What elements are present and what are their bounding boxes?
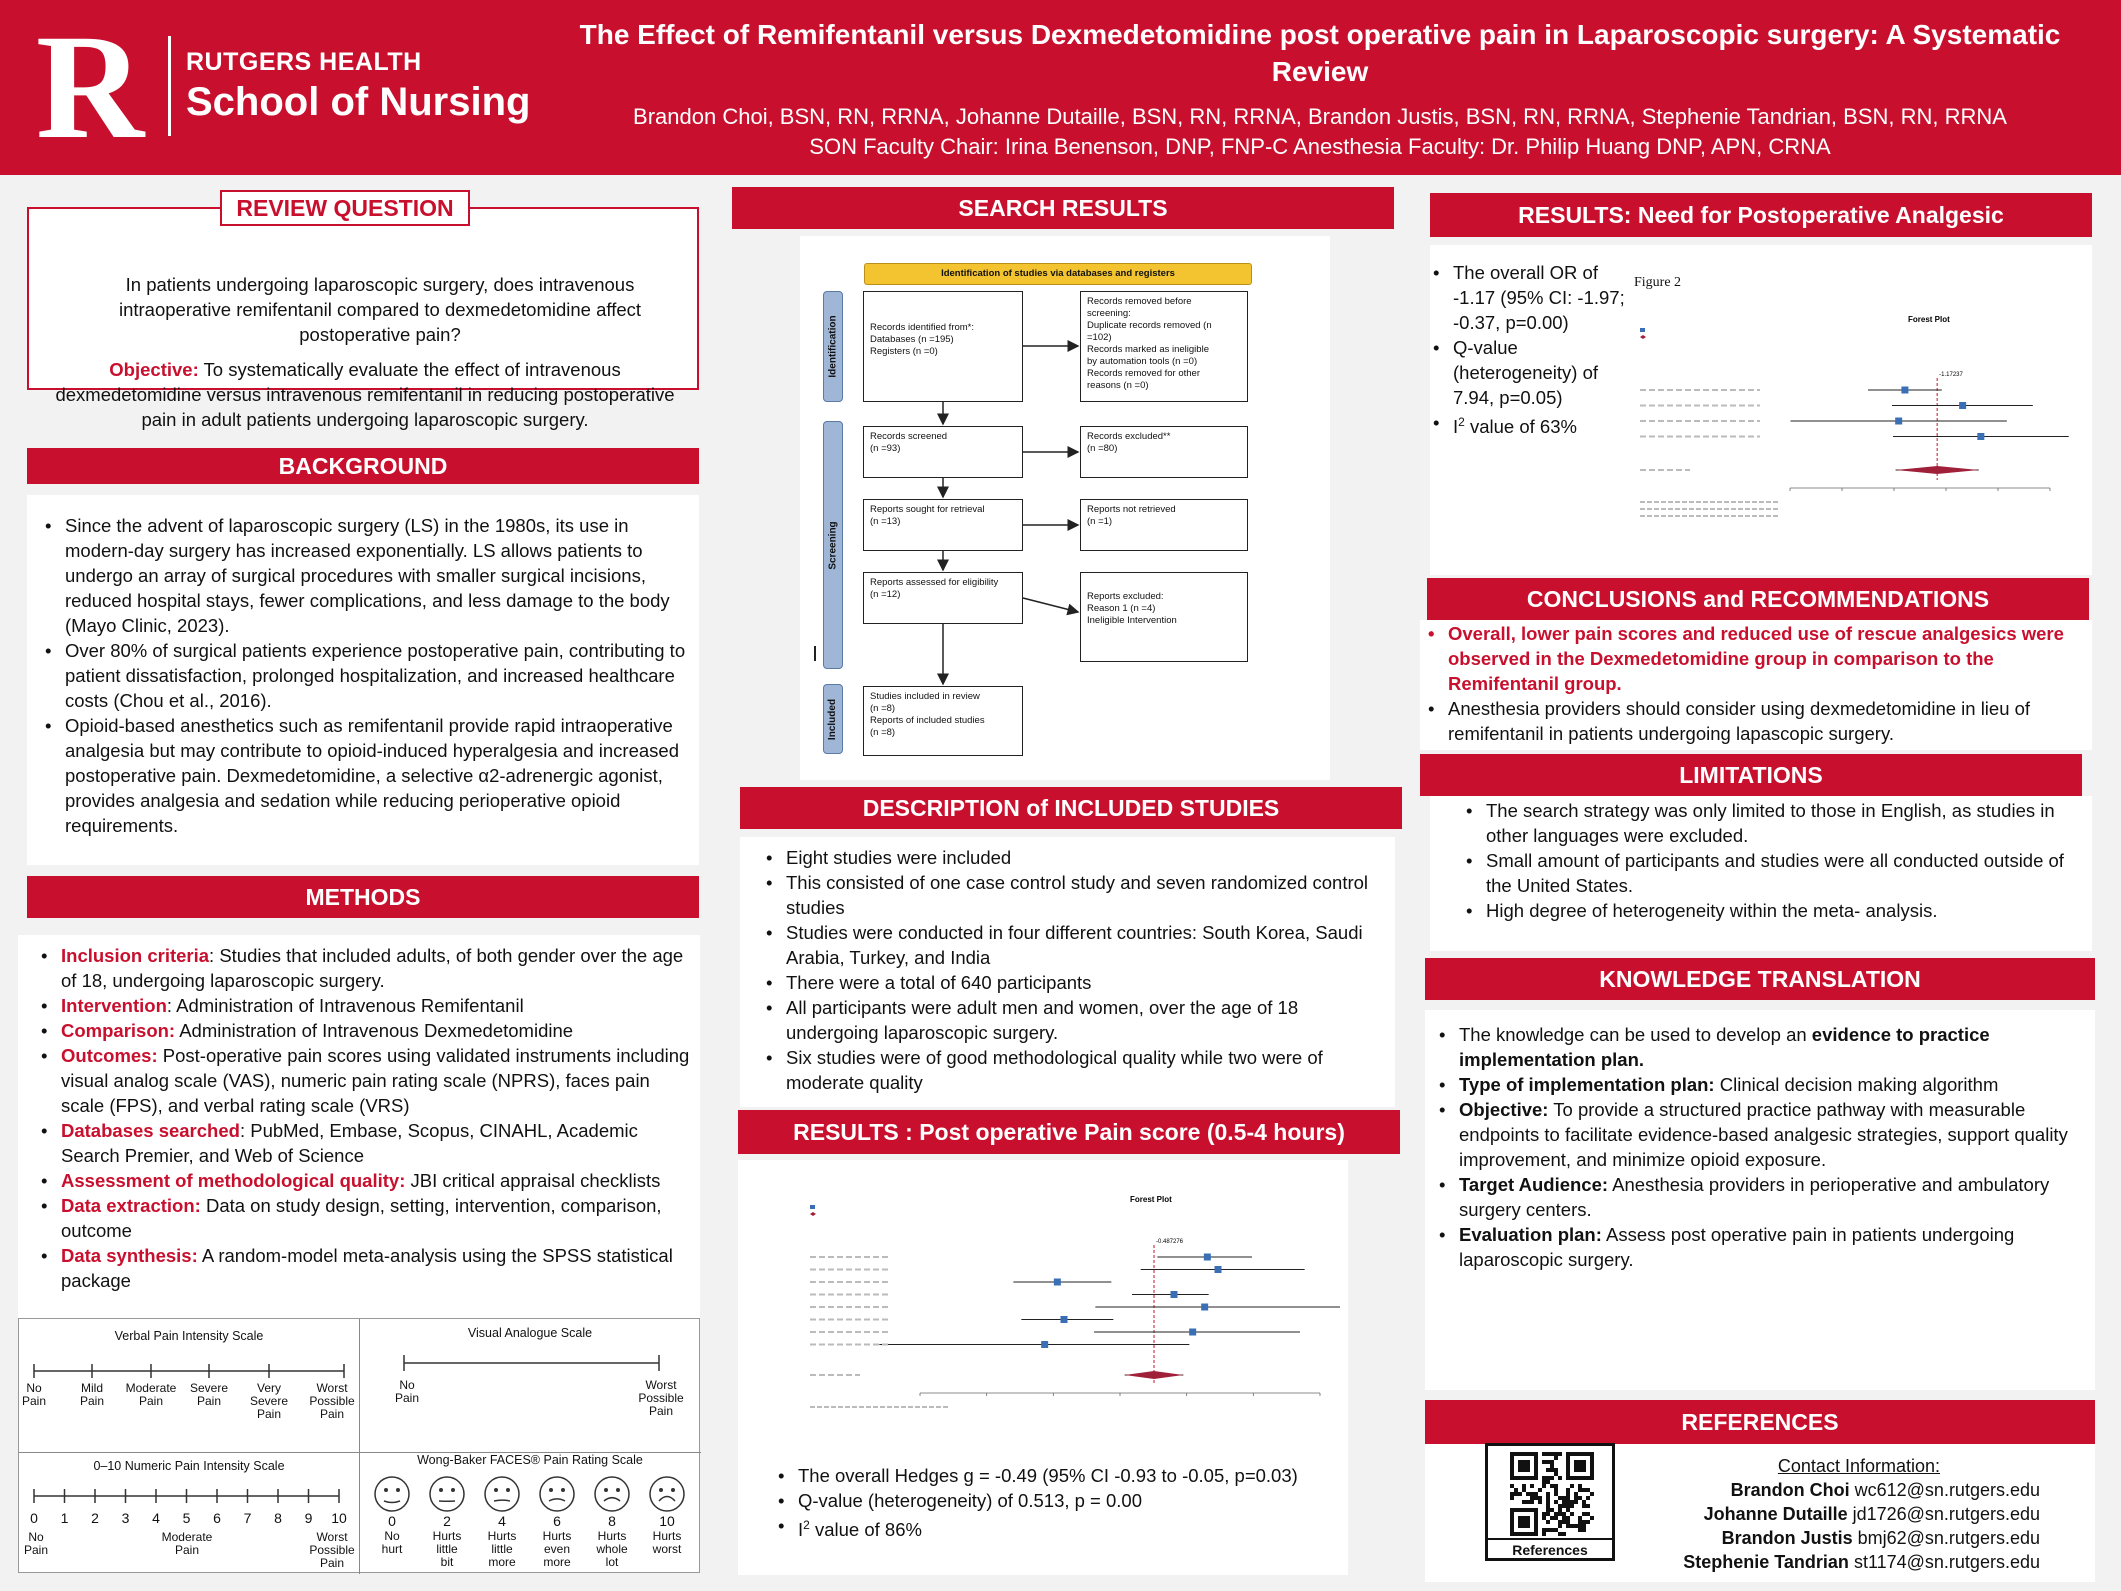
qr-module	[1566, 1488, 1570, 1492]
faces-scale-title: Wong-Baker FACES® Pain Rating Scale	[417, 1453, 643, 1467]
qr-module	[1582, 1488, 1586, 1492]
knowledge-list	[1431, 1022, 2081, 1272]
list-item: • Small amount of participants and studies were all conducted outside of the United States.	[1458, 848, 2082, 898]
study-effect-point	[1215, 1266, 1222, 1273]
numeric-left-label: No Pain	[23, 1530, 49, 1557]
list-item: • The overall OR of -1.17 (95% CI: -1.97; -0.37, p=0.00)	[1425, 260, 1630, 335]
list-item: • Anesthesia providers should consider using dexmedetomidine in lieu of remifentanil in patients undergoing lapascopic surgery.	[1420, 696, 2086, 746]
qr-module	[1558, 1508, 1562, 1512]
overall-diamond	[1896, 466, 1979, 474]
face-number: 6	[553, 1513, 561, 1529]
list-item: • The overall Hedges g = -0.49 (95% CI -0.93 to -0.05, p=0.03)	[770, 1463, 1330, 1488]
list-item: • Inclusion criteria: Studies that included adults, of both gender over the age of 18, undergoing laparoscopic surgery.	[33, 943, 690, 993]
qr-module	[1554, 1468, 1558, 1472]
qr-module	[1530, 1492, 1534, 1496]
qr-module	[1570, 1500, 1574, 1504]
qr-module	[1546, 1500, 1550, 1504]
identification-label: Identification	[823, 291, 843, 402]
qr-module	[1554, 1456, 1558, 1460]
numeric-number: 1	[60, 1510, 69, 1526]
logo-line-2: School of Nursing	[186, 80, 531, 124]
qr-module	[1570, 1524, 1574, 1528]
study-effect-point	[1061, 1316, 1068, 1323]
qr-module	[1542, 1476, 1546, 1480]
knowledge-panel	[1425, 1010, 2095, 1390]
contact-heading: Contact Information:	[1777, 1456, 1940, 1476]
qr-module	[1578, 1484, 1582, 1488]
qr-module	[1510, 1484, 1514, 1488]
references-qr-code[interactable]	[1485, 1443, 1615, 1561]
description-panel	[740, 837, 1395, 1107]
records-identified-box: Records identified from*: Databases (n =195) Registers (n =0)	[863, 291, 1023, 402]
list-item: • $I^2$ value of 63%	[1425, 410, 1630, 439]
face-label: Hurts whole lot	[596, 1529, 628, 1569]
overall-estimate-label: -0.487276	[1156, 1239, 1184, 1245]
study-effect-point	[1171, 1291, 1178, 1298]
knowledge-heading: KNOWLEDGE TRANSLATION	[1425, 958, 2095, 1000]
pain-results-heading: RESULTS : Post operative Pain score (0.5-4 hours)	[738, 1110, 1400, 1154]
face-number: 10	[659, 1513, 675, 1529]
qr-module	[1546, 1492, 1550, 1496]
study-effect-point	[1895, 418, 1902, 425]
need-results-list-wrap	[1425, 260, 1630, 439]
list-item: • Overall, lower pain scores and reduced use of rescue analgesics were observed in the Dexmedetomidine group in comparison to the Remifentanil group.	[1420, 621, 2086, 696]
qr-module	[1546, 1504, 1550, 1508]
qr-module	[1546, 1512, 1550, 1516]
search-results-heading: SEARCH RESULTS	[732, 187, 1394, 229]
qr-module	[1546, 1452, 1550, 1456]
question-text: In patients undergoing laparoscopic surgery, does intravenous intraoperative remifentanil compared to dexmedetomidine affect postoperative pain?	[118, 274, 642, 345]
numeric-right-label: Worst Possible Pain	[309, 1530, 355, 1570]
list-item: • High degree of heterogeneity within the meta- analysis.	[1458, 898, 2082, 923]
face-icon	[372, 1474, 412, 1514]
qr-module	[1558, 1524, 1562, 1528]
description-heading: DESCRIPTION of INCLUDED STUDIES	[740, 787, 1402, 829]
reports-not-retrieved-box: Reports not retrieved (n =1)	[1080, 499, 1248, 551]
contact-line: Stephenie Tandrian st1174@sn.rutgers.edu	[1683, 1552, 2040, 1572]
forest-title: Forest Plot	[1908, 315, 1950, 324]
qr-module	[1566, 1500, 1570, 1504]
numeric-number: 3	[121, 1510, 130, 1526]
legend-diamond	[810, 1212, 816, 1216]
qr-module	[1586, 1512, 1590, 1516]
poster-header	[0, 0, 2121, 175]
qr-module	[1590, 1516, 1594, 1520]
numeric-mid-label: Moderate Pain	[161, 1530, 213, 1557]
methods-list	[33, 943, 690, 1293]
background-heading: BACKGROUND	[27, 448, 699, 484]
studies-included-box: Studies included in review (n =8) Reports of included studies (n =8)	[863, 686, 1023, 756]
limitations-heading: LIMITATIONS	[1420, 754, 2082, 796]
qr-module	[1530, 1496, 1534, 1500]
qr-module	[1542, 1516, 1546, 1520]
limitations-panel	[1430, 796, 2092, 951]
qr-module	[1542, 1512, 1546, 1516]
list-item: • Studies were conducted in four different countries: South Korea, Saudi Arabia, Turkey, and India	[758, 920, 1385, 970]
qr-finder-core	[1518, 1460, 1530, 1472]
faculty-line: SON Faculty Chair: Irina Benenson, DNP, FNP-C Anesthesia Faculty: Dr. Philip Huang DNP, APN, CRNA	[809, 134, 1831, 159]
study-effect-point	[1041, 1341, 1048, 1348]
need-results-heading: RESULTS: Need for Postoperative Analgesic	[1430, 193, 2092, 237]
qr-finder-core	[1518, 1516, 1530, 1528]
list-item: • Evaluation plan: Assess post operative pain in patients undergoing laparoscopic surgery.	[1431, 1222, 2081, 1272]
list-item: • Eight studies were included	[758, 845, 1385, 870]
records-removed-box: Records removed before screening: Duplicate records removed (n =102) Records marked as ineligible by automation tools (n =0) Records removed for other reasons (n =0)	[1080, 291, 1248, 402]
numeric-number: 2	[91, 1510, 99, 1526]
qr-module	[1534, 1492, 1538, 1496]
qr-module	[1526, 1500, 1530, 1504]
qr-module	[1578, 1516, 1582, 1520]
qr-module	[1530, 1500, 1534, 1504]
list-item: • Assessment of methodological quality: JBI critical appraisal checklists	[33, 1168, 690, 1193]
objective-body: To systematically evaluate the effect of intravenous dexmedetomidine versus intravenous remifentanil in reducing postoperative pain in adult patients undergoing laparoscopic surgery.	[55, 359, 675, 430]
qr-module	[1554, 1512, 1558, 1516]
qr-module	[1542, 1484, 1546, 1488]
qr-finder-core	[1574, 1460, 1586, 1472]
pain-forest-plot	[800, 1190, 1340, 1410]
list-item: • Q-value (heterogeneity) of 7.94, p=0.05)	[1425, 335, 1630, 410]
qr-module	[1558, 1504, 1562, 1508]
qr-module	[1546, 1508, 1550, 1512]
study-effect-point	[1201, 1304, 1208, 1311]
qr-module	[1522, 1500, 1526, 1504]
list-item: • Over 80% of surgical patients experience postoperative pain, contributing to patient dissatisfaction, prolonged hospitalization, and increased healthcare costs (Chou et al., 2016).	[37, 638, 689, 713]
qr-module	[1554, 1472, 1558, 1476]
qr-module	[1550, 1460, 1554, 1464]
numeric-number: 6	[213, 1510, 221, 1526]
contact-info	[1640, 1454, 2040, 1574]
numeric-number: 10	[331, 1510, 347, 1526]
qr-module	[1534, 1496, 1538, 1500]
verbal-label: Very Severe Pain	[249, 1381, 289, 1421]
poster-authors	[560, 102, 2080, 162]
verbal-label: Moderate Pain	[125, 1381, 177, 1408]
qr-module	[1570, 1504, 1574, 1508]
qr-module	[1570, 1512, 1574, 1516]
contact-line: Brandon Justis bmj62@sn.rutgers.edu	[1721, 1528, 2040, 1548]
conclusions-heading: CONCLUSIONS and RECOMMENDATIONS	[1427, 578, 2089, 620]
figure-2-label: Figure 2	[1634, 275, 1682, 290]
qr-module	[1550, 1476, 1554, 1480]
qr-module	[1558, 1496, 1562, 1500]
qr-module	[1554, 1492, 1558, 1496]
methods-heading: METHODS	[27, 876, 699, 918]
qr-module	[1514, 1492, 1518, 1496]
qr-module	[1582, 1512, 1586, 1516]
visual-scale-title: Visual Analogue Scale	[467, 1326, 593, 1340]
qr-module	[1578, 1528, 1582, 1532]
qr-module	[1562, 1500, 1566, 1504]
qr-module	[1562, 1512, 1566, 1516]
qr-module	[1542, 1480, 1546, 1484]
poster-title: The Effect of Remifentanil versus Dexmedetomidine post operative pain in Laparoscopic surgery: A Systematic Review	[579, 19, 2061, 87]
list-item: • Q-value (heterogeneity) of 0.513, p = 0.00	[770, 1488, 1330, 1513]
qr-module	[1546, 1528, 1550, 1532]
numeric-number: 7	[243, 1510, 252, 1526]
references-heading: REFERENCES	[1425, 1400, 2095, 1444]
study-effect-point	[1959, 402, 1966, 409]
pain-results-list-wrap	[770, 1463, 1330, 1542]
verbal-label: Severe Pain	[189, 1381, 229, 1408]
study-effect-point	[1054, 1279, 1061, 1286]
prisma-title: Identification of studies via databases and registers	[864, 263, 1252, 285]
legend-square	[810, 1205, 815, 1209]
qr-module	[1578, 1496, 1582, 1500]
overall-estimate-label: -1.17237	[1939, 372, 1963, 378]
qr-module	[1566, 1520, 1570, 1524]
reports-assessed-box: Reports assessed for eligibility (n =12)	[863, 572, 1023, 624]
qr-module	[1554, 1452, 1558, 1456]
qr-module	[1538, 1500, 1542, 1504]
qr-module	[1550, 1468, 1554, 1472]
face-label: Hurts worst	[652, 1529, 682, 1556]
list-item: • The knowledge can be used to develop an evidence to practice implementation plan.	[1431, 1022, 2081, 1072]
qr-module	[1566, 1496, 1570, 1500]
qr-module	[1582, 1524, 1586, 1528]
qr-module	[1546, 1496, 1550, 1500]
visual-left-label: No Pain	[394, 1378, 420, 1405]
list-item: • Data synthesis: A random-model meta-analysis using the SPSS statistical package	[33, 1243, 690, 1293]
limitations-list	[1458, 798, 2082, 923]
face-label: Hurts little bit	[432, 1529, 462, 1569]
methods-panel	[18, 935, 700, 1318]
qr-module	[1566, 1516, 1570, 1520]
pain-scales-figure	[18, 1318, 700, 1573]
qr-module	[1546, 1460, 1550, 1464]
verbal-label: No Pain	[21, 1381, 47, 1408]
qr-module	[1566, 1524, 1570, 1528]
qr-module	[1554, 1528, 1558, 1532]
numeric-number: 9	[304, 1510, 313, 1526]
face-icon	[537, 1474, 577, 1514]
rutgers-r-logo: R	[35, 4, 145, 170]
qr-module	[1562, 1504, 1566, 1508]
logo-line-1: RUTGERS HEALTH	[186, 48, 422, 76]
qr-module	[1586, 1496, 1590, 1500]
analgesic-forest-plot	[1630, 310, 2070, 540]
prisma-flow-diagram	[800, 236, 1330, 780]
qr-module	[1542, 1460, 1546, 1464]
qr-module	[1582, 1504, 1586, 1508]
face-number: 2	[443, 1513, 451, 1529]
qr-module	[1546, 1468, 1550, 1472]
qr-module	[1586, 1520, 1590, 1524]
qr-module	[1558, 1476, 1562, 1480]
visual-scale-line	[359, 1349, 701, 1379]
face-icon	[592, 1474, 632, 1514]
qr-module	[1578, 1488, 1582, 1492]
numeric-scale-title: 0–10 Numeric Pain Intensity Scale	[93, 1459, 285, 1473]
qr-module	[1542, 1532, 1546, 1536]
conclusions-panel	[1420, 620, 2092, 750]
qr-module	[1586, 1488, 1590, 1492]
list-item: • Opioid-based anesthetics such as remifentanil provide rapid intraoperative analgesia but may contribute to opioid-induced hyperalgesia and increased postoperative pain. Dexmedetomidine, a selective α2-adrenergic agonist, provides analgesia and sedation while reducing perioperative opioid requirements.	[37, 713, 689, 838]
qr-module	[1558, 1452, 1562, 1456]
qr-module	[1550, 1452, 1554, 1456]
background-panel	[27, 495, 699, 865]
qr-module	[1578, 1520, 1582, 1524]
verbal-label: Worst Possible Pain	[309, 1381, 355, 1421]
overall-diamond	[1125, 1371, 1184, 1379]
qr-module	[1554, 1516, 1558, 1520]
pain-results-list	[770, 1463, 1330, 1542]
qr-module	[1546, 1520, 1550, 1524]
qr-module	[1510, 1496, 1514, 1500]
records-screened-box: Records screened (n =93)	[863, 426, 1023, 478]
qr-module	[1558, 1532, 1562, 1536]
qr-module	[1570, 1484, 1574, 1488]
qr-module	[1546, 1480, 1550, 1484]
background-list	[37, 513, 689, 838]
face-label: No hurt	[381, 1529, 403, 1556]
reports-excluded-box: Reports excluded: Reason 1 (n =4) Ineligible Intervention	[1080, 572, 1248, 662]
qr-module	[1566, 1492, 1570, 1496]
qr-module	[1550, 1484, 1554, 1488]
review-question-text	[55, 272, 675, 432]
qr-module	[1562, 1520, 1566, 1524]
qr-module	[1574, 1524, 1578, 1528]
legend-diamond	[1640, 335, 1646, 339]
face-number: 0	[388, 1513, 396, 1529]
screening-label: Screening	[823, 421, 843, 669]
included-label: Included	[823, 684, 843, 754]
qr-module	[1550, 1528, 1554, 1532]
numeric-number: 4	[152, 1510, 160, 1526]
qr-module	[1574, 1496, 1578, 1500]
qr-module	[1538, 1488, 1542, 1492]
qr-module	[1518, 1492, 1522, 1496]
qr-module	[1582, 1500, 1586, 1504]
face-icon	[647, 1474, 687, 1514]
qr-module	[1542, 1452, 1546, 1456]
qr-module	[1538, 1496, 1542, 1500]
face-icon	[482, 1474, 522, 1514]
forest-title: Forest Plot	[1130, 1195, 1172, 1204]
records-excluded-box: Records excluded** (n =80)	[1080, 426, 1248, 478]
qr-module	[1582, 1528, 1586, 1532]
list-item: • Since the advent of laparoscopic surgery (LS) in the 1980s, its use in modern-day surgery has increased exponentially. LS allows patients to undergo an array of surgical procedures with smaller surgical incisions, reduced hospital stays, fewer complications, and less damage to the body (Mayo Clinic, 2023).	[37, 513, 689, 638]
list-item: • Databases searched: PubMed, Embase, Scopus, CINAHL, Academic Search Premier, and Web of Science	[33, 1118, 690, 1168]
qr-module	[1554, 1488, 1558, 1492]
qr-module	[1514, 1488, 1518, 1492]
list-item: • Six studies were of good methodological quality while two were of moderate quality	[758, 1045, 1385, 1095]
objective-label: Objective:	[109, 359, 199, 380]
qr-module	[1574, 1492, 1578, 1496]
list-item: • Target Audience: Anesthesia providers in perioperative and ambulatory surgery centers.	[1431, 1172, 2081, 1222]
list-item: • There were a total of 640 participants	[758, 970, 1385, 995]
qr-module	[1554, 1484, 1558, 1488]
qr-module	[1542, 1528, 1546, 1532]
study-effect-point	[1977, 433, 1984, 440]
list-item: • Objective: To provide a structured practice pathway with measurable endpoints to facilitate evidence-based analgesic strategies, support quality improvement, and minimize opioid exposure.	[1431, 1097, 2081, 1172]
qr-module	[1510, 1492, 1514, 1496]
face-icon	[427, 1474, 467, 1514]
qr-module	[1550, 1508, 1554, 1512]
list-item: • Comparison: Administration of Intravenous Dexmedetomidine	[33, 1018, 690, 1043]
review-question-heading: REVIEW QUESTION	[220, 190, 470, 226]
authors-line: Brandon Choi, BSN, RN, RRNA, Johanne Dutaille, BSN, RN, RRNA, Brandon Justis, BSN, RN, RRNA, Stephenie Tandrian, BSN, RN, RRNA	[633, 104, 2007, 129]
list-item: • Outcomes: Post-operative pain scores using validated instruments including visual analog scale (VAS), numeric pain rating scale (NPRS), faces pain scale (FPS), and verbal rating scale (VRS)	[33, 1043, 690, 1118]
qr-module	[1574, 1500, 1578, 1504]
list-item: • $I^2$ value of 86%	[770, 1513, 1330, 1542]
qr-module	[1526, 1492, 1530, 1496]
objective-text	[55, 357, 675, 432]
face-number: 8	[608, 1513, 616, 1529]
face-label: Hurts even more	[542, 1529, 572, 1569]
qr-module	[1566, 1504, 1570, 1508]
qr-module	[1530, 1484, 1534, 1488]
face-label: Hurts little more	[487, 1529, 517, 1569]
verbal-label: Mild Pain	[79, 1381, 105, 1408]
contact-line: Johanne Dutaille jd1726@sn.rutgers.edu	[1703, 1504, 2040, 1524]
qr-code-icon	[1510, 1452, 1594, 1536]
qr-module	[1522, 1484, 1526, 1488]
study-effect-point	[1204, 1254, 1211, 1261]
verbal-scale-title: Verbal Pain Intensity Scale	[114, 1329, 264, 1343]
qr-module	[1562, 1496, 1566, 1500]
qr-label: References	[1488, 1538, 1612, 1558]
qr-module	[1582, 1520, 1586, 1524]
list-item: • This consisted of one case control study and seven randomized control studies	[758, 870, 1385, 920]
study-effect-point	[1189, 1329, 1196, 1336]
prisma-arrows	[800, 236, 1330, 780]
logo-divider	[168, 36, 171, 136]
list-item: • Type of implementation plan: Clinical decision making algorithm	[1431, 1072, 2081, 1097]
list-item: • The search strategy was only limited to those in English, as studies in other languages were excluded.	[1458, 798, 2082, 848]
qr-module	[1562, 1532, 1566, 1536]
qr-module	[1558, 1512, 1562, 1516]
qr-module	[1562, 1516, 1566, 1520]
visual-right-label: Worst Possible Pain	[638, 1378, 684, 1418]
numeric-number: 5	[182, 1510, 191, 1526]
qr-module	[1558, 1520, 1562, 1524]
qr-module	[1566, 1508, 1570, 1512]
list-item: • Data extraction: Data on study design, setting, intervention, comparison, outcome	[33, 1193, 690, 1243]
qr-module	[1546, 1476, 1550, 1480]
qr-module	[1550, 1516, 1554, 1520]
reports-sought-box: Reports sought for retrieval (n =13)	[863, 499, 1023, 551]
study-effect-point	[1901, 387, 1908, 394]
conclusions-list	[1420, 621, 2086, 746]
contact-line: Brandon Choi wc612@sn.rutgers.edu	[1730, 1480, 2040, 1500]
qr-module	[1586, 1504, 1590, 1508]
qr-module	[1578, 1524, 1582, 1528]
qr-module	[1590, 1492, 1594, 1496]
face-number: 4	[498, 1513, 506, 1529]
list-item: • Intervention: Administration of Intravenous Remifentanil	[33, 993, 690, 1018]
qr-module	[1554, 1500, 1558, 1504]
legend-square	[1640, 328, 1645, 332]
need-results-list	[1425, 260, 1630, 439]
numeric-number: 0	[30, 1510, 38, 1526]
numeric-number: 8	[274, 1510, 282, 1526]
qr-module	[1550, 1464, 1554, 1468]
description-list	[758, 845, 1385, 1095]
list-item: • All participants were adult men and women, over the age of 18 undergoing laparoscopic surgery.	[758, 995, 1385, 1045]
qr-module	[1522, 1488, 1526, 1492]
